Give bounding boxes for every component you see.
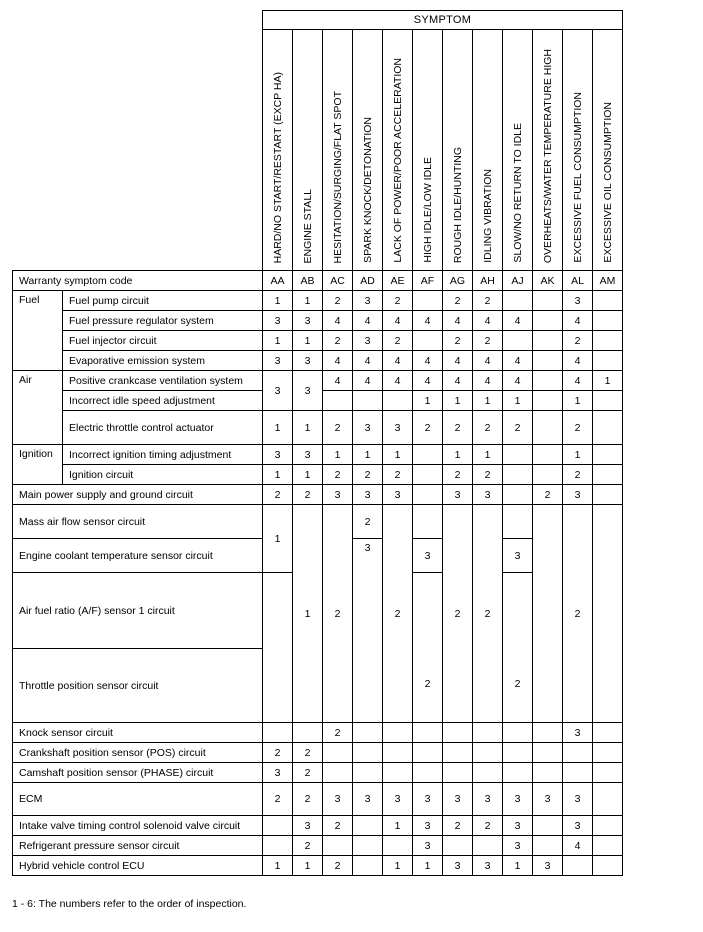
cell: 3 bbox=[263, 445, 293, 465]
cell: 4 bbox=[353, 371, 383, 391]
footnote: 1 - 6: The numbers refer to the order of inspection. bbox=[12, 898, 247, 910]
cell bbox=[593, 505, 623, 723]
table-row bbox=[13, 331, 623, 351]
symptom-col-header: ENGINE STALL bbox=[293, 30, 323, 271]
symptom-col-header: HIGH IDLE/LOW IDLE bbox=[413, 30, 443, 271]
item-label: Throttle position sensor circuit bbox=[13, 649, 263, 723]
cell: 3 bbox=[383, 485, 413, 505]
cell bbox=[353, 723, 383, 743]
item-label: Engine coolant temperature sensor circuit bbox=[13, 539, 263, 573]
cell: 1 bbox=[443, 445, 473, 465]
cell: 3 bbox=[383, 783, 413, 816]
cell: 1 bbox=[263, 856, 293, 876]
symptom-col-header: EXCESSIVE FUEL CONSUMPTION bbox=[563, 30, 593, 271]
cell bbox=[533, 291, 563, 311]
cell: 2 bbox=[383, 291, 413, 311]
cell: 2 bbox=[323, 723, 353, 743]
cell: 3 bbox=[413, 816, 443, 836]
cell: 4 bbox=[413, 351, 443, 371]
cell bbox=[413, 445, 443, 465]
symptom-col-header: OVERHEATS/WATER TEMPERATURE HIGH bbox=[533, 30, 563, 271]
table-row bbox=[13, 836, 623, 856]
table-row bbox=[13, 311, 623, 331]
cell: 3 bbox=[443, 856, 473, 876]
cell bbox=[353, 856, 383, 876]
cell: 3 bbox=[293, 816, 323, 836]
symptom-col-header: HARD/NO START/RESTART (EXCP HA) bbox=[263, 30, 293, 271]
cell: 3 bbox=[413, 539, 443, 573]
cell bbox=[263, 836, 293, 856]
cell: 4 bbox=[503, 311, 533, 331]
cell bbox=[383, 391, 413, 411]
item-label: Camshaft position sensor (PHASE) circuit bbox=[13, 763, 263, 783]
cell: 3 bbox=[263, 351, 293, 371]
cell bbox=[503, 445, 533, 465]
cell: 2 bbox=[293, 485, 323, 505]
item-label: Incorrect idle speed adjustment bbox=[63, 391, 263, 411]
cell: 2 bbox=[323, 465, 353, 485]
cell bbox=[593, 445, 623, 465]
cell: 1 bbox=[383, 856, 413, 876]
cell: 1 bbox=[293, 856, 323, 876]
cell bbox=[503, 485, 533, 505]
cell: 2 bbox=[293, 763, 323, 783]
cell bbox=[413, 743, 443, 763]
cell: 1 bbox=[473, 391, 503, 411]
symptom-code: AH bbox=[473, 271, 503, 291]
cell: 3 bbox=[473, 485, 503, 505]
cell: 4 bbox=[413, 371, 443, 391]
cell: 2 bbox=[413, 573, 443, 723]
cell: 1 bbox=[263, 505, 293, 573]
cell: 2 bbox=[353, 465, 383, 485]
cell: 4 bbox=[383, 311, 413, 331]
cell: 4 bbox=[563, 371, 593, 391]
cell: 2 bbox=[263, 743, 293, 763]
cell: 2 bbox=[443, 816, 473, 836]
cell bbox=[263, 723, 293, 743]
table-row bbox=[13, 445, 623, 465]
cell: 1 bbox=[323, 445, 353, 465]
cell: 2 bbox=[563, 505, 593, 723]
cell bbox=[593, 723, 623, 743]
cell: 4 bbox=[323, 351, 353, 371]
cell: 1 bbox=[473, 445, 503, 465]
cell: 4 bbox=[563, 836, 593, 856]
symptom-code: AD bbox=[353, 271, 383, 291]
item-label: Fuel injector circuit bbox=[63, 331, 263, 351]
item-label: Hybrid vehicle control ECU bbox=[13, 856, 263, 876]
cell: 3 bbox=[563, 783, 593, 816]
cell bbox=[383, 723, 413, 743]
cell bbox=[593, 411, 623, 445]
symptom-col-header: ROUGH IDLE/HUNTING bbox=[443, 30, 473, 271]
cell: 3 bbox=[353, 539, 383, 723]
cell: 2 bbox=[473, 331, 503, 351]
cell: 1 bbox=[263, 465, 293, 485]
cell: 1 bbox=[263, 331, 293, 351]
cell bbox=[593, 783, 623, 816]
cell bbox=[533, 311, 563, 331]
table-row bbox=[13, 505, 623, 539]
cell: 2 bbox=[383, 505, 413, 723]
cell: 2 bbox=[323, 816, 353, 836]
cell: 3 bbox=[413, 836, 443, 856]
cell bbox=[293, 723, 323, 743]
cell bbox=[383, 743, 413, 763]
table-row bbox=[13, 856, 623, 876]
cell: 3 bbox=[563, 291, 593, 311]
symptom-code: AA bbox=[263, 271, 293, 291]
cell: 2 bbox=[533, 485, 563, 505]
cell bbox=[443, 836, 473, 856]
cell bbox=[533, 331, 563, 351]
cell bbox=[323, 743, 353, 763]
cell bbox=[503, 465, 533, 485]
cell: 4 bbox=[353, 311, 383, 331]
cell bbox=[413, 763, 443, 783]
cell: 3 bbox=[473, 783, 503, 816]
cell: 2 bbox=[293, 743, 323, 763]
cell: 2 bbox=[293, 783, 323, 816]
table-row bbox=[13, 371, 623, 391]
cell: 2 bbox=[443, 411, 473, 445]
cell: 2 bbox=[503, 411, 533, 445]
cell bbox=[473, 836, 503, 856]
cell bbox=[533, 743, 563, 763]
cell: 2 bbox=[563, 411, 593, 445]
cell: 3 bbox=[293, 371, 323, 411]
cell: 4 bbox=[503, 351, 533, 371]
cell: 2 bbox=[473, 505, 503, 723]
cell bbox=[563, 763, 593, 783]
cell: 4 bbox=[563, 311, 593, 331]
item-label: Air fuel ratio (A/F) sensor 1 circuit bbox=[13, 573, 263, 649]
table-row bbox=[13, 816, 623, 836]
cell bbox=[593, 485, 623, 505]
cell: 1 bbox=[353, 445, 383, 465]
table-row bbox=[13, 763, 623, 783]
cell: 3 bbox=[563, 816, 593, 836]
cell: 2 bbox=[443, 331, 473, 351]
cell bbox=[593, 856, 623, 876]
cell: 1 bbox=[563, 445, 593, 465]
cell: 3 bbox=[503, 783, 533, 816]
cell bbox=[533, 505, 563, 723]
cell bbox=[413, 465, 443, 485]
cell: 3 bbox=[293, 445, 323, 465]
cell: 1 bbox=[413, 856, 443, 876]
symptom-code: AL bbox=[563, 271, 593, 291]
cell bbox=[443, 723, 473, 743]
cell: 2 bbox=[263, 783, 293, 816]
cell: 2 bbox=[383, 465, 413, 485]
cell: 4 bbox=[503, 371, 533, 391]
cell: 3 bbox=[443, 783, 473, 816]
cell bbox=[353, 391, 383, 411]
symptom-code: AF bbox=[413, 271, 443, 291]
cell: 3 bbox=[533, 856, 563, 876]
cell bbox=[353, 816, 383, 836]
cell bbox=[533, 465, 563, 485]
cell: 3 bbox=[263, 763, 293, 783]
cell bbox=[593, 311, 623, 331]
cell: 3 bbox=[533, 783, 563, 816]
cell: 4 bbox=[473, 351, 503, 371]
cell: 3 bbox=[473, 856, 503, 876]
cell: 1 bbox=[263, 411, 293, 445]
cell: 3 bbox=[503, 539, 533, 573]
cell bbox=[533, 411, 563, 445]
cell bbox=[323, 763, 353, 783]
cell: 4 bbox=[353, 351, 383, 371]
cell: 4 bbox=[443, 351, 473, 371]
cell bbox=[593, 391, 623, 411]
cell bbox=[533, 723, 563, 743]
item-label: Incorrect ignition timing adjustment bbox=[63, 445, 263, 465]
symptom-col-header: IDLING VIBRATION bbox=[473, 30, 503, 271]
cell: 3 bbox=[353, 783, 383, 816]
table-row bbox=[13, 411, 623, 445]
symptom-col-header: LACK OF POWER/POOR ACCELERATION bbox=[383, 30, 413, 271]
cell: 3 bbox=[503, 836, 533, 856]
cell: 4 bbox=[563, 351, 593, 371]
cell: 1 bbox=[413, 391, 443, 411]
cell bbox=[443, 743, 473, 763]
symptom-code: AE bbox=[383, 271, 413, 291]
cell bbox=[503, 723, 533, 743]
cell: 1 bbox=[383, 816, 413, 836]
cell bbox=[593, 291, 623, 311]
cell: 3 bbox=[353, 411, 383, 445]
cell: 2 bbox=[293, 836, 323, 856]
cell bbox=[413, 723, 443, 743]
cell: 2 bbox=[353, 505, 383, 539]
cell bbox=[263, 816, 293, 836]
item-label: Fuel pump circuit bbox=[63, 291, 263, 311]
item-label: Mass air flow sensor circuit bbox=[13, 505, 263, 539]
cell: 2 bbox=[563, 331, 593, 351]
cell bbox=[593, 836, 623, 856]
cell: 4 bbox=[473, 371, 503, 391]
cell: 2 bbox=[323, 331, 353, 351]
cell: 2 bbox=[443, 505, 473, 723]
cell bbox=[503, 763, 533, 783]
cell bbox=[323, 391, 353, 411]
cell: 2 bbox=[323, 856, 353, 876]
cell: 3 bbox=[263, 371, 293, 411]
cell: 3 bbox=[503, 816, 533, 836]
cell bbox=[323, 836, 353, 856]
cell: 2 bbox=[473, 411, 503, 445]
cell: 2 bbox=[473, 291, 503, 311]
cell bbox=[533, 763, 563, 783]
cell: 2 bbox=[563, 465, 593, 485]
cell: 2 bbox=[263, 485, 293, 505]
cell: 3 bbox=[263, 311, 293, 331]
cell bbox=[353, 763, 383, 783]
cell bbox=[413, 291, 443, 311]
cell: 2 bbox=[443, 291, 473, 311]
cell bbox=[533, 445, 563, 465]
cell bbox=[593, 816, 623, 836]
cell bbox=[413, 331, 443, 351]
cell: 2 bbox=[443, 465, 473, 485]
cell: 2 bbox=[473, 816, 503, 836]
table-row bbox=[13, 291, 623, 311]
cell: 4 bbox=[383, 371, 413, 391]
table-row bbox=[13, 351, 623, 371]
item-label: Crankshaft position sensor (POS) circuit bbox=[13, 743, 263, 763]
symptom-table bbox=[12, 10, 623, 876]
cell bbox=[593, 743, 623, 763]
cell: 4 bbox=[443, 371, 473, 391]
cell bbox=[593, 763, 623, 783]
symptom-col-header: SPARK KNOCK/DETONATION bbox=[353, 30, 383, 271]
cell: 3 bbox=[293, 311, 323, 331]
table-row bbox=[13, 743, 623, 763]
cell bbox=[503, 291, 533, 311]
cell: 2 bbox=[473, 465, 503, 485]
category-ignition: Ignition bbox=[13, 445, 63, 485]
cell: 4 bbox=[323, 311, 353, 331]
cell: 2 bbox=[323, 411, 353, 445]
symptom-code: AB bbox=[293, 271, 323, 291]
cell: 4 bbox=[413, 311, 443, 331]
cell: 3 bbox=[563, 485, 593, 505]
header-corner bbox=[13, 11, 263, 271]
category-fuel: Fuel bbox=[13, 291, 63, 371]
cell: 2 bbox=[413, 411, 443, 445]
item-label: Intake valve timing control solenoid valve circuit bbox=[13, 816, 263, 836]
cell bbox=[353, 836, 383, 856]
cell bbox=[593, 351, 623, 371]
cell: 1 bbox=[443, 391, 473, 411]
cell: 3 bbox=[323, 485, 353, 505]
warranty-code-row bbox=[13, 271, 623, 291]
cell: 1 bbox=[503, 856, 533, 876]
symptom-code: AJ bbox=[503, 271, 533, 291]
symptom-col-header: SLOW/NO RETURN TO IDLE bbox=[503, 30, 533, 271]
cell: 1 bbox=[563, 391, 593, 411]
item-label: Fuel pressure regulator system bbox=[63, 311, 263, 331]
cell bbox=[263, 573, 293, 723]
symptom-code: AK bbox=[533, 271, 563, 291]
item-label: Electric throttle control actuator bbox=[63, 411, 263, 445]
item-label: Main power supply and ground circuit bbox=[13, 485, 263, 505]
item-label: ECM bbox=[13, 783, 263, 816]
cell bbox=[503, 331, 533, 351]
symptom-code: AM bbox=[593, 271, 623, 291]
cell bbox=[413, 485, 443, 505]
item-label: Positive crankcase ventilation system bbox=[63, 371, 263, 391]
cell: 4 bbox=[473, 311, 503, 331]
warranty-label: Warranty symptom code bbox=[13, 271, 263, 291]
cell: 2 bbox=[323, 291, 353, 311]
cell: 1 bbox=[293, 505, 323, 723]
cell bbox=[443, 763, 473, 783]
cell: 1 bbox=[293, 331, 323, 351]
cell bbox=[383, 763, 413, 783]
table-row bbox=[13, 465, 623, 485]
cell bbox=[533, 371, 563, 391]
cell bbox=[503, 505, 533, 539]
cell: 1 bbox=[503, 391, 533, 411]
cell: 3 bbox=[563, 723, 593, 743]
cell bbox=[533, 391, 563, 411]
item-label: Evaporative emission system bbox=[63, 351, 263, 371]
cell bbox=[473, 763, 503, 783]
symptom-col-header: EXCESSIVE OIL CONSUMPTION bbox=[593, 30, 623, 271]
cell: 2 bbox=[323, 505, 353, 723]
cell: 2 bbox=[383, 331, 413, 351]
cell: 1 bbox=[383, 445, 413, 465]
cell: 3 bbox=[443, 485, 473, 505]
cell: 4 bbox=[383, 351, 413, 371]
cell bbox=[353, 743, 383, 763]
cell bbox=[533, 836, 563, 856]
cell: 3 bbox=[353, 291, 383, 311]
cell: 3 bbox=[293, 351, 323, 371]
cell bbox=[473, 723, 503, 743]
item-label: Refrigerant pressure sensor circuit bbox=[13, 836, 263, 856]
item-label: Knock sensor circuit bbox=[13, 723, 263, 743]
cell: 2 bbox=[503, 573, 533, 723]
table-row bbox=[13, 485, 623, 505]
cell bbox=[593, 331, 623, 351]
cell: 3 bbox=[323, 783, 353, 816]
table-row bbox=[13, 723, 623, 743]
symptom-header: SYMPTOM bbox=[263, 11, 623, 30]
symptom-code: AC bbox=[323, 271, 353, 291]
cell: 1 bbox=[293, 465, 323, 485]
cell: 1 bbox=[293, 291, 323, 311]
cell: 1 bbox=[263, 291, 293, 311]
symptom-col-header: HESITATION/SURGING/FLAT SPOT bbox=[323, 30, 353, 271]
cell: 4 bbox=[443, 311, 473, 331]
cell bbox=[503, 743, 533, 763]
cell: 1 bbox=[293, 411, 323, 445]
cell: 3 bbox=[413, 783, 443, 816]
cell bbox=[563, 743, 593, 763]
category-air: Air bbox=[13, 371, 63, 445]
cell: 4 bbox=[323, 371, 353, 391]
cell: 3 bbox=[353, 331, 383, 351]
cell bbox=[413, 505, 443, 539]
cell bbox=[383, 836, 413, 856]
item-label: Ignition circuit bbox=[63, 465, 263, 485]
cell bbox=[563, 856, 593, 876]
cell bbox=[533, 816, 563, 836]
cell: 3 bbox=[383, 411, 413, 445]
cell bbox=[473, 743, 503, 763]
cell: 1 bbox=[593, 371, 623, 391]
symptom-code: AG bbox=[443, 271, 473, 291]
cell bbox=[533, 351, 563, 371]
cell bbox=[593, 465, 623, 485]
cell: 3 bbox=[353, 485, 383, 505]
table-row bbox=[13, 783, 623, 816]
